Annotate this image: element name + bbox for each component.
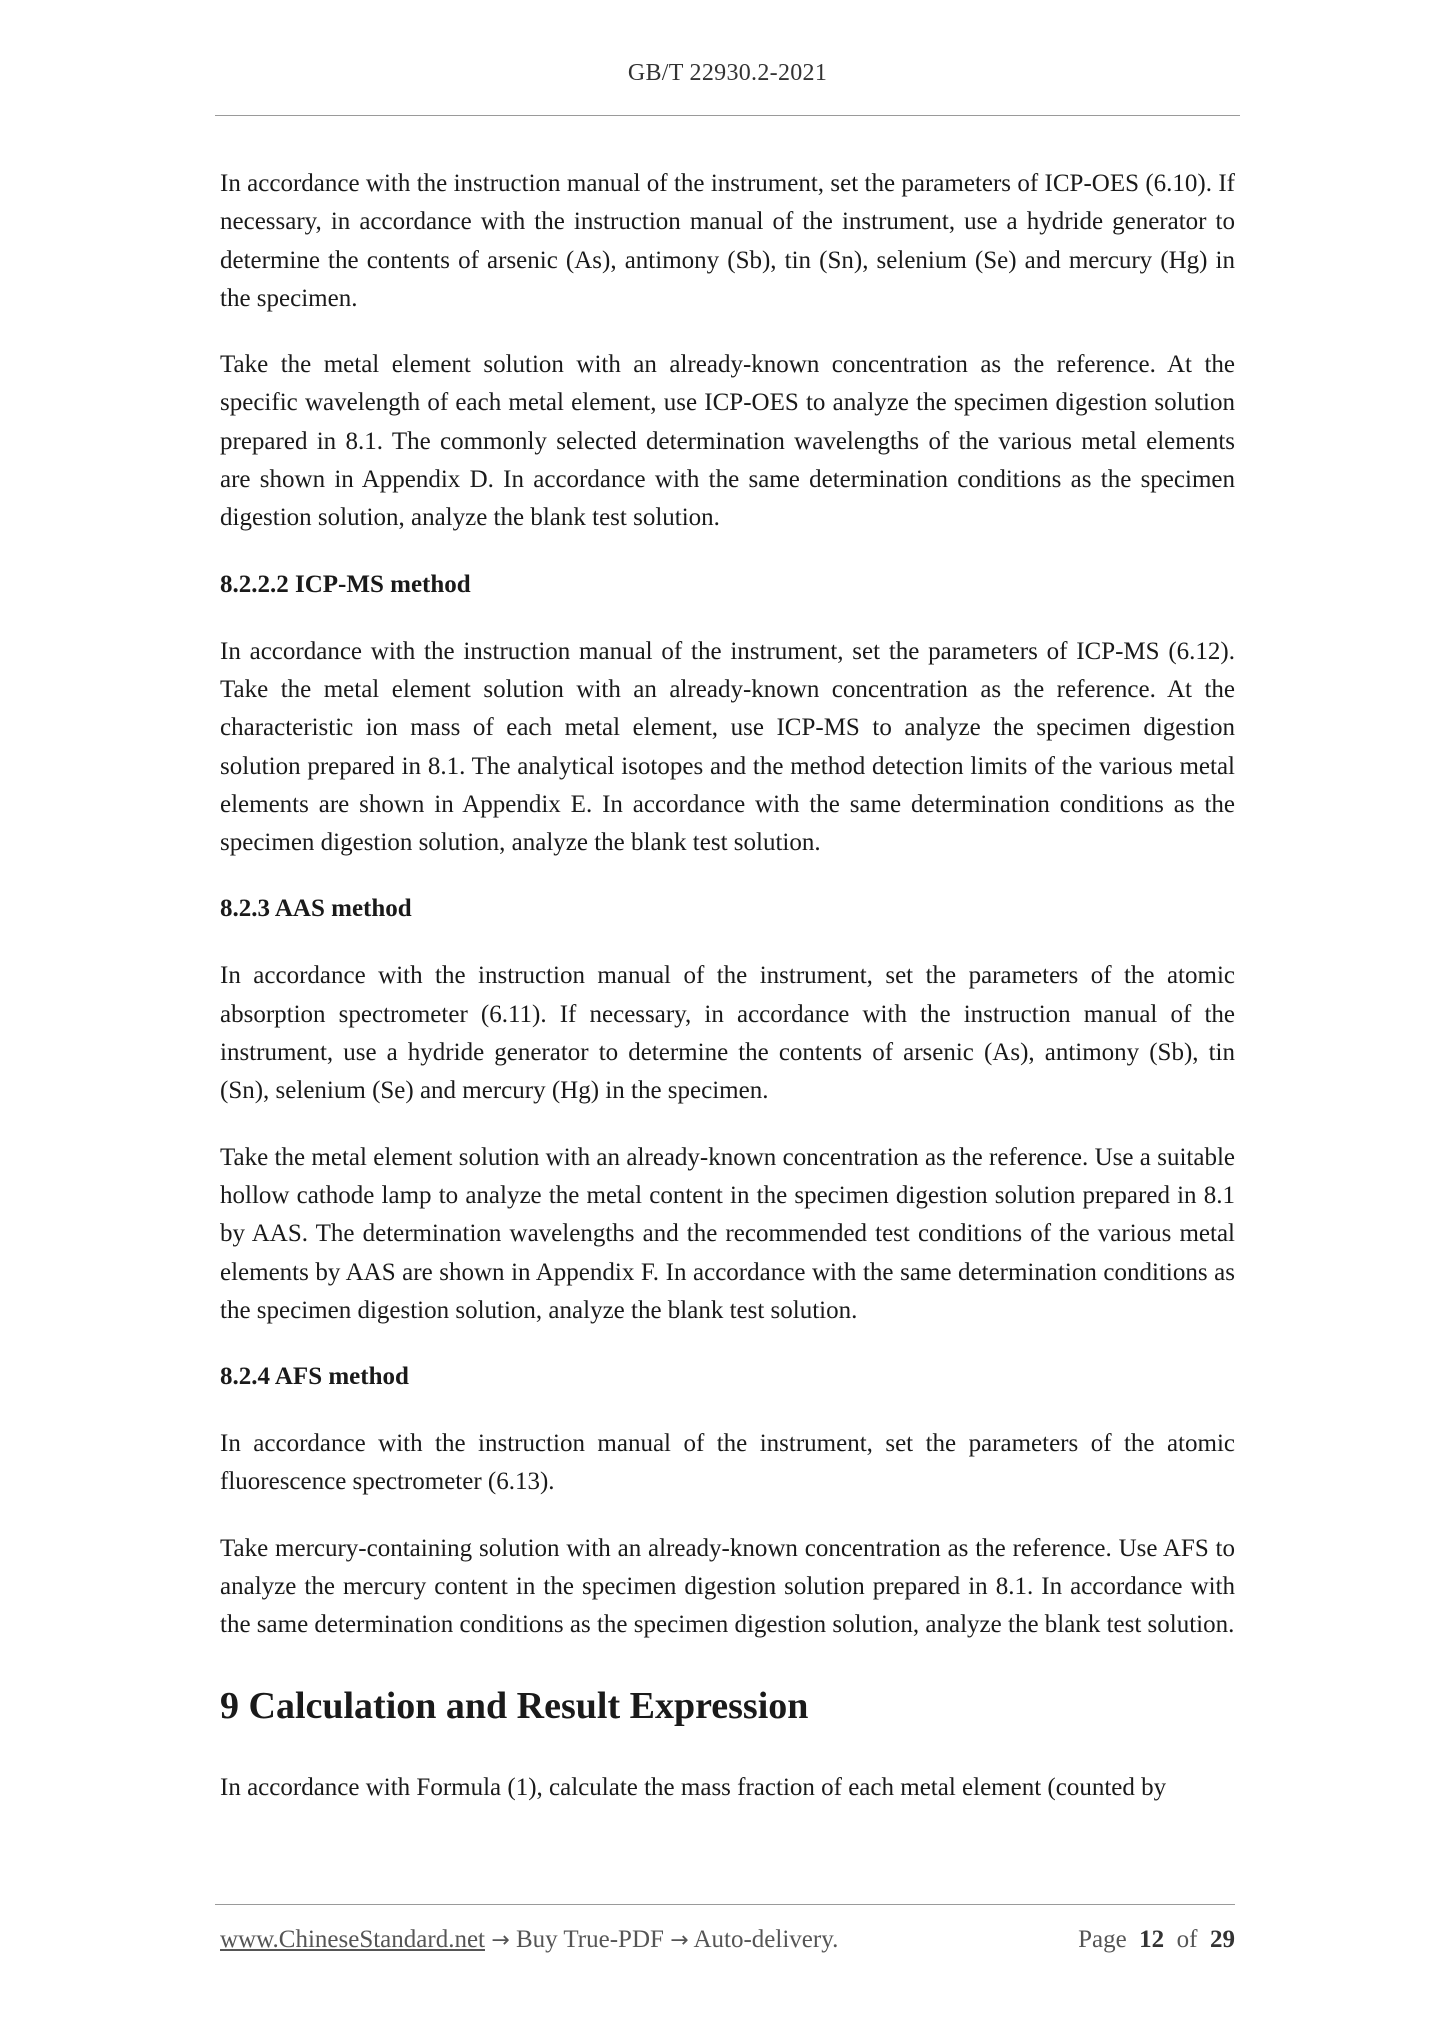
arrow-right-icon: →	[491, 1928, 510, 1953]
arrow-right-icon: →	[670, 1928, 689, 1953]
paragraph-afs-analysis: Take mercury-containing solution with an already-known concentration as the reference. Use AFS to analyze the mercury content in the specimen digestion solution prepared in 8.1. In accordance with the same determination conditions as the specimen digestion solution, analyze the blank test solution.	[220, 1534, 1235, 1639]
page-number	[1078, 1926, 1235, 1954]
page-content	[220, 165, 1235, 1835]
paragraph-aas-parameters: In accordance with the instruction manual of the instrument, set the parameters of the atomic absorption spectrometer (6.11). If necessary, in accordance with the instruction manual of the instrument, use a hydride generator to determine the contents of arsenic (As), antimony (Sb), tin (Sn), selenium (Se) and mercury (Hg) in the specimen.	[220, 962, 1235, 1105]
buy-true-pdf-text: Buy True-PDF	[509, 1926, 671, 1953]
auto-delivery-text: Auto-delivery.	[688, 1926, 839, 1953]
heading-8-2-3: 8.2.3 AAS method	[220, 895, 412, 923]
website-link[interactable]: www.ChineseStandard.net	[220, 1926, 485, 1953]
header-standard-number: GB/T 22930.2-2021	[627, 60, 828, 86]
of-label: of	[1176, 1926, 1198, 1953]
page-total: 29	[1210, 1926, 1235, 1953]
paragraph-icp-oes-analysis: Take the metal element solution with an already-known concentration as the reference. At the specific wavelength of each metal element, use ICP-OES to analyze the specimen digestion solution prepared in 8.1. The commonly selected determination wavelengths of the various metal elements are shown in Appendix D. In accordance with the same determination conditions as the specimen digestion solution, analyze the blank test solution.	[220, 351, 1235, 532]
page-label: Page	[1078, 1926, 1127, 1953]
heading-8-2-4: 8.2.4 AFS method	[220, 1363, 409, 1391]
paragraph-afs-parameters: In accordance with the instruction manual of the instrument, set the parameters of the atomic fluorescence spectrometer (6.13).	[220, 1430, 1235, 1496]
paragraph-icp-oes-parameters: In accordance with the instruction manual of the instrument, set the parameters of ICP-OES (6.10). If necessary, in accordance with the instruction manual of the instrument, use a hydride generator to determine the contents of arsenic (As), antimony (Sb), tin (Sn), selenium (Se) and mercury (Hg) in the specimen.	[220, 170, 1235, 312]
heading-section-9: 9 Calculation and Result Expression	[220, 1684, 809, 1727]
heading-8-2-2-2: 8.2.2.2 ICP-MS method	[220, 570, 471, 598]
paragraph-icp-ms-method: In accordance with the instruction manual of the instrument, set the parameters of ICP-MS (6.12). Take the metal element solution with an already-known concentration as the reference. At the characteristic ion mass of each metal element, use ICP-MS to analyze the specimen digestion solution prepared in 8.1. The analytical isotopes and the method detection limits of the various metal elements are shown in Appendix E. In accordance with the same determination conditions as the specimen digestion solution, analyze the blank test solution.	[220, 637, 1235, 857]
footer	[220, 1926, 1235, 1962]
footer-promo	[220, 1926, 838, 1954]
footer-divider	[215, 1904, 1235, 1905]
paragraph-calculation: In accordance with Formula (1), calculate the mass fraction of each metal element (counted by	[220, 1773, 1167, 1801]
header-divider	[215, 115, 1240, 116]
page-current: 12	[1139, 1926, 1165, 1953]
paragraph-aas-analysis: Take the metal element solution with an already-known concentration as the reference. Use a suitable hollow cathode lamp to analyze the metal content in the specimen digestion solution prepared in 8.1 by AAS. The determination wavelengths and the recommended test conditions of the various metal elements by AAS are shown in Appendix F. In accordance with the same determination conditions as the specimen digestion solution, analyze the blank test solution.	[220, 1143, 1235, 1324]
